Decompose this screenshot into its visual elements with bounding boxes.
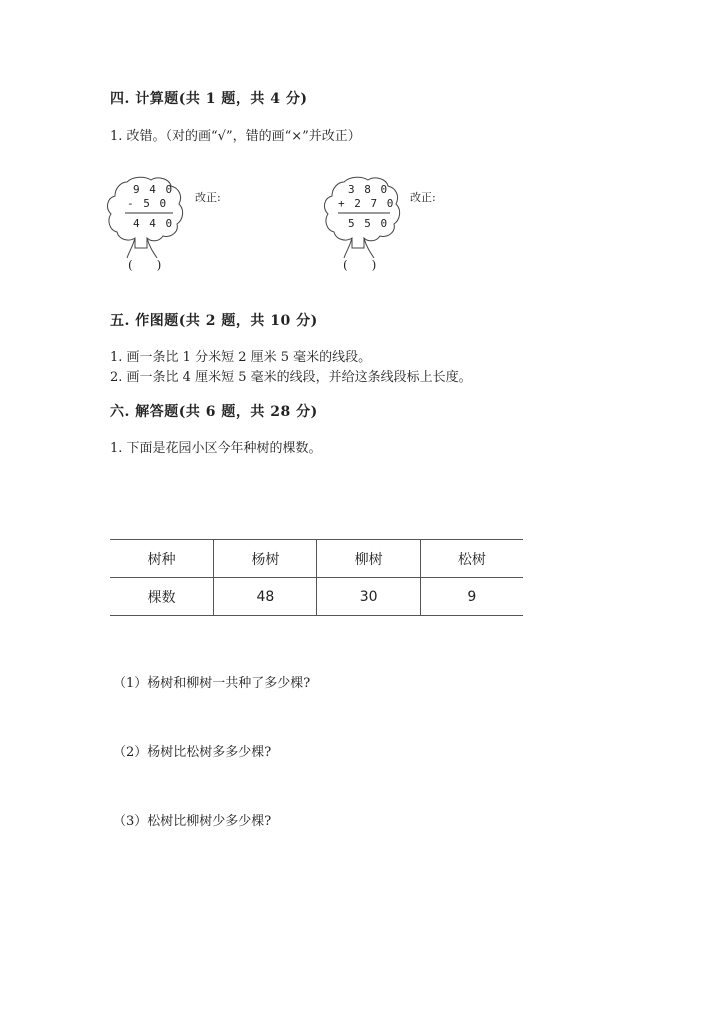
table-header-cell: 柳树 [317,540,420,578]
problem-b-line2: + 2 7 0 [338,197,395,210]
problem-a-line1: 9 4 0 [133,183,174,196]
table-cell: 棵数 [110,578,214,616]
problem-b-result: 5 5 0 [348,217,389,230]
sub-question-3: （3）松树比柳树少多少棵? [113,814,272,829]
table-cell: 9 [420,578,523,616]
section-6-title: 六. 解答题(共 6 题，共 28 分) [110,404,318,420]
sub-question-1: （1）杨树和柳树一共种了多少棵? [113,676,311,691]
problem-b-fix-label: 改正: [410,191,436,204]
table-header-cell: 杨树 [214,540,317,578]
problem-a-line2: - 5 0 [127,197,168,210]
table-row [110,578,523,616]
question-5-2: 2. 画一条比 4 厘米短 5 毫米的线段，并给这条线段标上长度。 [110,370,472,385]
table-header-row [110,540,523,578]
table-cell: 30 [317,578,420,616]
table-cell: 48 [214,578,317,616]
table-header-cell: 松树 [420,540,523,578]
section-5-title: 五. 作图题(共 2 题，共 10 分) [110,313,318,329]
table-header-cell: 树种 [110,540,214,578]
section-4-title: 四. 计算题(共 1 题，共 4 分) [110,91,308,107]
tree-problem-b [322,176,402,286]
problem-b-answer-paren[interactable]: ( ) [343,258,377,272]
problem-a-fix-label: 改正: [195,191,221,204]
question-5-1: 1. 画一条比 1 分米短 2 厘米 5 毫米的线段。 [110,350,372,365]
problem-b-line1: 3 8 0 [348,183,389,196]
sub-question-2: （2）杨树比松树多多少棵? [113,745,272,760]
question-6-1: 1. 下面是花园小区今年种树的棵数。 [110,441,322,456]
problem-a-result: 4 4 0 [133,217,174,230]
problem-a-answer-paren[interactable]: ( ) [128,258,162,272]
tree-count-table [110,539,523,616]
question-4-1: 1. 改错。（对的画“√”，错的画“×”并改正） [110,129,361,144]
tree-problem-a [105,176,185,286]
